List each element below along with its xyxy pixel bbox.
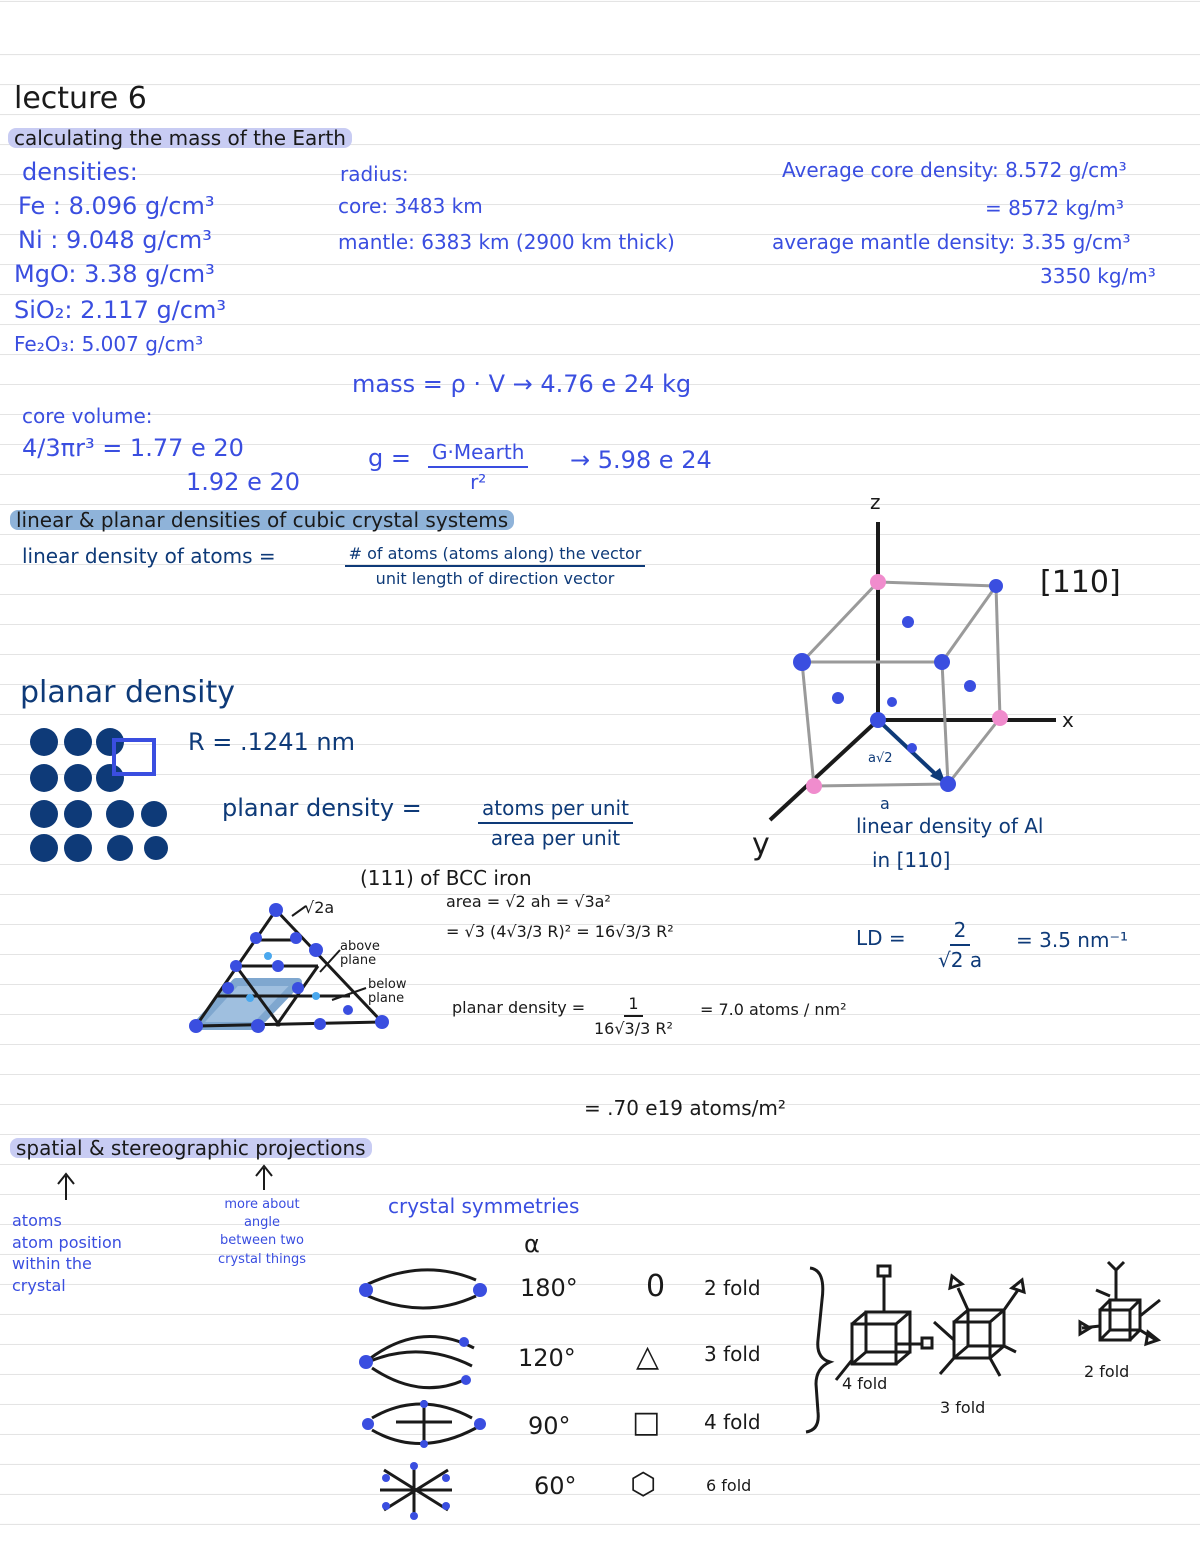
atom-above — [312, 992, 320, 1000]
fold-6: 6 fold — [706, 1476, 752, 1495]
densities-label: densities: — [22, 158, 138, 186]
atom — [375, 1015, 389, 1029]
page-title: lecture 6 — [14, 81, 147, 116]
cube-2fold-label: 2 fold — [1084, 1362, 1130, 1381]
planar-density-fraction — [478, 796, 633, 850]
stereographic-note — [218, 1196, 306, 1269]
corner-atom-pink — [992, 710, 1008, 726]
average-mantle-density: average mantle density: 3.35 g/cm³ — [772, 230, 1131, 254]
rotation-arc — [368, 1270, 476, 1284]
density-fe2o3: Fe₂O₃: 5.007 g/cm³ — [14, 332, 204, 356]
linear-al-a: a — [880, 794, 890, 813]
core-volume-label: core volume: — [22, 404, 153, 428]
spatial-note-line: crystal — [12, 1275, 66, 1295]
angle-180: 180° — [520, 1274, 578, 1302]
corner-atom — [989, 579, 1003, 593]
side-length-label: √2a — [304, 898, 335, 917]
face-atom — [832, 692, 844, 704]
angle-90: 90° — [528, 1412, 571, 1440]
radius-core: core: 3483 km — [338, 194, 483, 218]
corner-atom-pink — [870, 574, 886, 590]
core-volume-alt: 1.92 e 20 — [186, 468, 300, 496]
spatial-note — [12, 1210, 122, 1296]
linear-density-al: linear density of Al — [856, 814, 1044, 838]
fold-marker — [922, 1338, 932, 1348]
atom — [222, 982, 234, 994]
axis-y-label: y — [752, 827, 770, 862]
density-mgo: MgO: 3.38 g/cm³ — [14, 260, 215, 288]
ld-numerator: 2 — [950, 918, 971, 946]
rotation-point — [382, 1474, 390, 1482]
rotation-point — [382, 1502, 390, 1510]
rotation-star — [380, 1464, 452, 1516]
planar-final-result: = .70 e19 atoms/m² — [584, 1096, 786, 1120]
below-plane-label: below plane — [368, 977, 407, 1007]
atom — [30, 764, 58, 792]
planar-calc-lhs: planar density = — [452, 998, 586, 1017]
cube-length-label: a√2 — [868, 751, 893, 766]
corner-atom — [793, 653, 811, 671]
corner-atom — [940, 776, 956, 792]
corner-atom — [870, 712, 886, 728]
gravity-lhs: g = — [368, 444, 411, 472]
direction-label: [110] — [1040, 565, 1121, 600]
rotation-point — [459, 1337, 469, 1347]
density-sio2: SiO₂: 2.117 g/cm³ — [14, 296, 226, 324]
atom — [64, 834, 92, 862]
fold-marker — [878, 1266, 890, 1276]
ld-denominator: √2 a — [938, 948, 983, 972]
face-atom — [887, 697, 897, 707]
rotation-point — [410, 1462, 418, 1470]
atom — [144, 836, 168, 860]
symbol-4fold: □ — [632, 1405, 661, 1440]
cube-edge — [942, 662, 948, 784]
atom — [230, 960, 242, 972]
planar-calc-result: = 7.0 atoms / nm² — [700, 1000, 847, 1019]
atom — [141, 801, 167, 827]
heading-mass-of-earth: calculating the mass of the Earth — [8, 128, 352, 148]
stereographic-note-line: more about — [224, 1197, 300, 1212]
atom — [250, 932, 262, 944]
symbol-6fold: ⬡ — [630, 1467, 657, 1502]
mass-equation: mass = ρ · V → 4.76 e 24 kg — [352, 370, 692, 398]
atom — [251, 1019, 265, 1033]
corner-atom-pink — [806, 778, 822, 794]
area-equation-2: = √3 (4√3/3 R)² = 16√3/3 R² — [446, 922, 674, 941]
radius-label: radius: — [340, 162, 409, 186]
cube-2fold-edges — [1100, 1300, 1140, 1340]
rotation-point — [473, 1283, 487, 1297]
gravity-fraction — [428, 440, 528, 494]
atom — [309, 943, 323, 957]
fold-marker — [1012, 1280, 1024, 1292]
symbol-3fold: △ — [636, 1339, 660, 1374]
atomic-radius: R = .1241 nm — [188, 728, 355, 756]
cube-3fold-edges — [954, 1310, 1004, 1358]
area-equation-1: area = √2 ah = √3a² — [446, 892, 611, 911]
average-core-density-si: = 8572 kg/m³ — [985, 196, 1124, 220]
spatial-note-line: atom position — [12, 1232, 122, 1252]
rotation-arc — [368, 1352, 472, 1366]
atom — [269, 903, 283, 917]
rotation-point — [359, 1283, 373, 1297]
face-atom — [902, 616, 914, 628]
atom — [107, 835, 133, 861]
spatial-note-line: within the — [12, 1254, 92, 1274]
alpha-label: α — [524, 1230, 540, 1258]
arrow-up-icon — [58, 1174, 74, 1200]
fold-2: 2 fold — [704, 1276, 761, 1300]
rotation-point — [461, 1375, 471, 1385]
atom-above — [246, 994, 254, 1002]
cube-edge — [802, 662, 814, 786]
gravity-result: → 5.98 e 24 — [570, 446, 712, 474]
stereographic-note-line: between two — [219, 1233, 304, 1249]
rotation-arc — [372, 1368, 464, 1388]
atom — [30, 728, 58, 756]
planar-calc-fraction — [594, 994, 673, 1038]
cube-edge — [878, 582, 996, 586]
linear-density-label: linear density of atoms = — [22, 544, 276, 568]
atom — [96, 764, 124, 792]
cube-edge — [802, 582, 878, 662]
planar-calc-numerator: 1 — [624, 994, 642, 1017]
linear-density-direction: in [110] — [872, 848, 951, 872]
corner-atom — [934, 654, 950, 670]
cube-4fold-edges — [852, 1312, 910, 1364]
heading-linear-planar: linear & planar densities of cubic crystal systems — [10, 510, 514, 530]
axis-x-label: x — [1062, 708, 1074, 732]
atom — [64, 800, 92, 828]
stereographic-note-line: angle — [243, 1215, 281, 1231]
gravity-denominator: r² — [470, 470, 487, 494]
cube-edge — [942, 586, 996, 662]
fold-3: 3 fold — [704, 1342, 761, 1366]
rotation-point — [362, 1418, 374, 1430]
cube-3fold-label: 3 fold — [940, 1398, 986, 1417]
axis-z-label: z — [870, 490, 881, 514]
cube-edge — [814, 784, 948, 786]
atom — [290, 932, 302, 944]
rotation-point — [474, 1418, 486, 1430]
arrow-up-icon — [256, 1166, 272, 1190]
planar-calc-denominator: 16√3/3 R² — [594, 1019, 673, 1038]
atom — [292, 982, 304, 994]
atom — [30, 800, 58, 828]
planar-density-denominator: area per unit — [490, 826, 621, 850]
rotation-point — [420, 1400, 428, 1408]
gravity-numerator: G·Mearth — [428, 440, 528, 468]
atom — [64, 728, 92, 756]
atom-above — [264, 952, 272, 960]
cube-edge — [948, 718, 1000, 784]
fold-marker — [1108, 1262, 1124, 1270]
linear-density-numerator: # of atoms (atoms along) the vector — [345, 544, 646, 567]
angle-120: 120° — [518, 1344, 576, 1372]
angle-60: 60° — [534, 1472, 577, 1500]
atom — [30, 834, 58, 862]
rotation-point — [359, 1355, 373, 1369]
ld-fraction — [938, 918, 982, 972]
rotation-point — [420, 1440, 428, 1448]
cube-4fold-label: 4 fold — [842, 1374, 888, 1393]
atom — [314, 1018, 326, 1030]
symbol-2fold: 0 — [646, 1269, 666, 1304]
plane-label: (111) of BCC iron — [360, 866, 532, 890]
average-core-density: Average core density: 8.572 g/cm³ — [782, 158, 1127, 182]
stereographic-note-line: crystal things — [218, 1251, 306, 1267]
symmetries-title: crystal symmetries — [388, 1194, 580, 1218]
average-mantle-density-si: 3350 kg/m³ — [1040, 264, 1156, 288]
atom — [272, 960, 284, 972]
heading-projections: spatial & stereographic projections — [10, 1138, 372, 1158]
radius-mantle: mantle: 6383 km (2900 km thick) — [338, 230, 675, 254]
face-atom — [964, 680, 976, 692]
planar-density-eq-lhs: planar density = — [222, 794, 422, 822]
density-ni: Ni : 9.048 g/cm³ — [18, 226, 212, 254]
linear-density-denominator: unit length of direction vector — [375, 569, 615, 588]
planar-density-title: planar density — [20, 675, 236, 710]
spatial-note-line: atoms — [12, 1211, 62, 1230]
fold-4: 4 fold — [704, 1410, 761, 1434]
density-fe: Fe : 8.096 g/cm³ — [18, 192, 215, 220]
rotation-point — [442, 1474, 450, 1482]
above-plane-label: above plane — [340, 939, 380, 969]
atom — [64, 764, 92, 792]
planar-density-numerator: atoms per unit — [478, 796, 633, 824]
cube-symmetry-sketches — [0, 0, 1, 1]
ld-result: = 3.5 nm⁻¹ — [1016, 928, 1129, 952]
cube-edge — [996, 586, 1000, 718]
face-atom — [907, 743, 917, 753]
rotation-arc — [368, 1296, 476, 1308]
core-volume-equation: 4/3πr³ = 1.77 e 20 — [22, 434, 244, 462]
linear-density-fraction — [340, 544, 650, 588]
y-axis — [770, 720, 878, 820]
atom — [106, 800, 134, 828]
rotation-point — [410, 1512, 418, 1520]
atom — [189, 1019, 203, 1033]
rotation-point — [442, 1502, 450, 1510]
atom — [343, 1005, 353, 1015]
fold-marker — [950, 1276, 962, 1288]
brace — [806, 1268, 830, 1432]
ld-lhs: LD = — [856, 926, 906, 950]
